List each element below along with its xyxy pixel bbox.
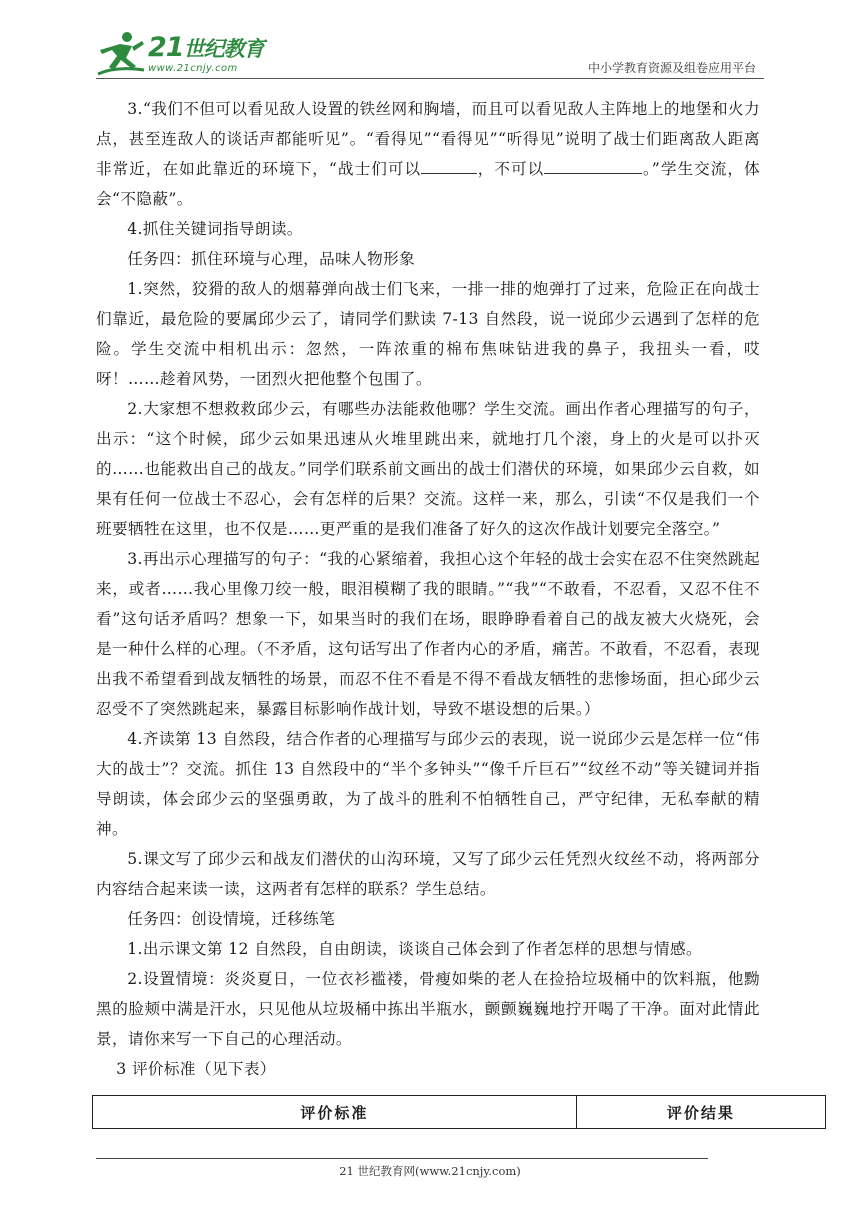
paragraph-4: 2.大家想不想救救邱少云，有哪些办法能救他哪？学生交流。画出作者心理描写的句子，出示：“这个时候，邱少云如果迅速从火堆里跳出来，就地打几个滚，身上的火是可以扑灭的……也能救出自己的战友。”同学们联系前文画出的战士们潜伏的环境，如果邱少云自救，如果有任何一位战士不忍心，会有怎样的后果？交流。这样一来，那么，引读“不仅是我们一个班要牺牲在这里，也不仅是……更严重的是我们准备了好久的这次作战计划要完全落空。” (96, 400, 760, 538)
paragraph-1 (96, 94, 760, 214)
paragraph-7: 5.课文写了邱少云和战友们潜伏的山沟环境，又写了邱少云任凭烈火纹丝不动，将两部分内容结合起来读一读，这两者有怎样的联系？学生总结。 (96, 850, 760, 898)
page-header (0, 0, 860, 80)
paragraph-1-end: 。”学生交流，体会“不隐蔽”。 (96, 160, 761, 208)
paragraph-9: 2.设置情境：炎炎夏日，一位衣衫褴褛，骨瘦如柴的老人在捡拾垃圾桶中的饮料瓶，他黝黑的脸颊中满是汗水，只见他从垃圾桶中拣出半瓶水，颤颤巍巍地拧开喝了干净。面对此情此景，请你来写一下自己的心理活动。 (96, 970, 760, 1048)
document-body (96, 94, 760, 1084)
logo-number: 21 (148, 32, 184, 63)
site-logo[interactable] (96, 30, 266, 76)
table-header-criteria: 评价标准 (93, 1096, 577, 1129)
paragraph-3: 1.突然，狡猾的敌人的烟幕弹向战士们飞来，一排一排的炮弹打了过来，危险正在向战士们靠近，最危险的要属邱少云了，请同学们默读 7-13 自然段，说一说邱少云遇到了怎样的危险。学生交流中相机出示：忽然，一阵浓重的棉布焦味钻进我的鼻子，我扭头一看，哎呀！……趁着风势，一团烈火把他整个包围了。 (96, 280, 760, 388)
section-heading-1: 任务四：抓住环境与心理，品味人物形象 (127, 250, 416, 268)
paragraph-1-mid: ，不可以 (477, 160, 545, 178)
paragraph-10: 3 评价标准（见下表） (116, 1060, 276, 1078)
paragraph-5: 3.再出示心理描写的句子：“我的心紧缩着，我担心这个年轻的战士会实在忍不住突然跳起来，或者……我心里像刀绞一般，眼泪模糊了我的眼睛。”“我”“不敢看，不忍看，又忍不住不看”这句话矛盾吗？想象一下，如果当时的我们在场，眼睁睁看着自己的战友被大火烧死，会是一种什么样的心理。（不矛盾，这句话写出了作者内心的矛盾，痛苦。不敢看，不忍看，表现出我不希望看到战友牺牲的场景，而忍不住不看是不得不看战友牺牲的悲惨场面，担心邱少云忍受不了突然跳起来，暴露目标影响作战计划，导致不堪设想的后果。） (96, 550, 760, 718)
page-footer[interactable]: 21 世纪教育网(www.21cnjy.com) (339, 1164, 521, 1178)
fill-blank-1[interactable] (421, 157, 477, 174)
footer-divider (96, 1158, 708, 1159)
table-header-result: 评价结果 (576, 1096, 825, 1129)
logo-wordmark (148, 32, 264, 63)
logo-url: www.21cnjy.com (148, 63, 238, 74)
evaluation-table (92, 1095, 826, 1129)
paragraph-2: 4.抓住关键词指导朗读。 (127, 220, 303, 238)
header-divider (96, 78, 764, 79)
runner-logo-icon (96, 30, 148, 76)
platform-title: 中小学教育资源及组卷应用平台 (587, 61, 756, 75)
logo-chinese: 世纪教育 (183, 37, 264, 61)
fill-blank-2[interactable] (544, 157, 642, 174)
paragraph-6: 4.齐读第 13 自然段，结合作者的心理描写与邱少云的表现，说一说邱少云是怎样一位“伟大的战士”？交流。抓住 13 自然段中的“半个多钟头”“像千斤巨石”“纹丝不动”等关键词并指导朗读，体会邱少云的坚强勇敢，为了战斗的胜利不怕牺牲自己，严守纪律，无私奉献的精神。 (96, 730, 760, 838)
section-heading-2: 任务四：创设情境，迁移练笔 (127, 910, 336, 928)
table-header-row (93, 1096, 826, 1129)
paragraph-8: 1.出示课文第 12 自然段，自由朗读，谈谈自己体会到了作者怎样的思想与情感。 (127, 940, 703, 958)
paragraph-1-text: 3.“我们不但可以看见敌人设置的铁丝网和胸墙，而且可以看见敌人主阵地上的地堡和火力点，甚至连敌人的谈话声都能听见”。“看得见”“看得见”“听得见”说明了战士们距离敌人距离非常近，在如此靠近的环境下，“战士们可以 (96, 100, 760, 178)
